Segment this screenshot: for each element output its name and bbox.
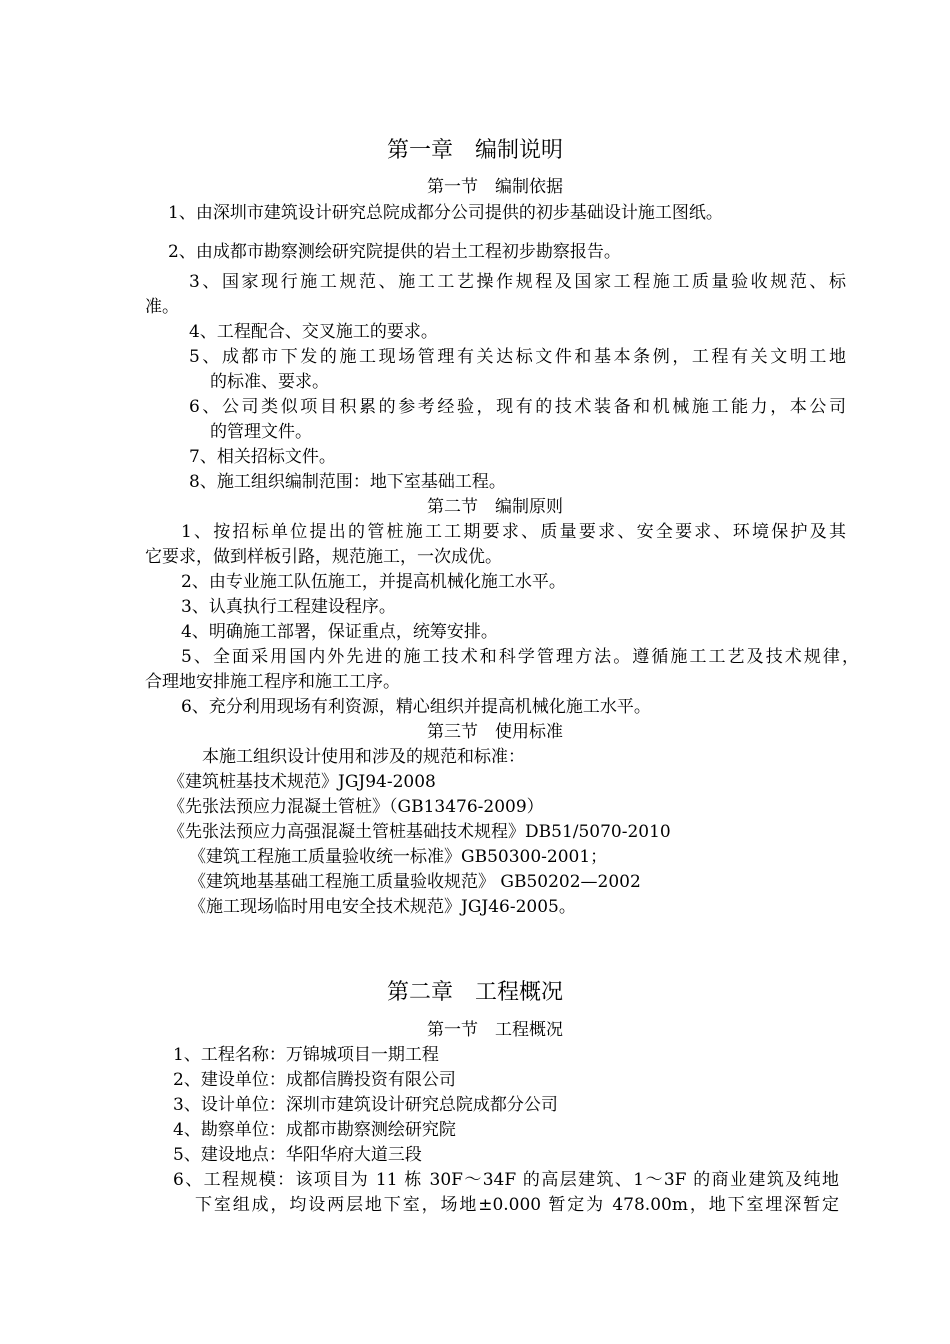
- standards-intro: 本施工组织设计使用和涉及的规范和标准：: [202, 747, 525, 767]
- overview-item-2: 2、建设单位：成都信腾投资有限公司: [173, 1070, 456, 1090]
- basis-item-3: 3、国家现行施工规范、施工工艺操作规程及国家工程施工质量验收规范、标: [189, 272, 846, 292]
- standard-item-5: 《建筑地基基础工程施工质量验收规范》 GB50202—2002: [189, 872, 641, 892]
- basis-item-7: 7、相关招标文件。: [189, 447, 336, 467]
- standard-item-3: 《先张法预应力高强混凝土管桩基础技术规程》DB51/5070-2010: [168, 822, 671, 842]
- principle-item-4: 4、明确施工部署，保证重点，统筹安排。: [181, 622, 498, 642]
- chapter-1-title: 第一章 编制说明: [386, 138, 563, 163]
- principle-item-5-cont: 合理地安排施工程序和施工工序。: [145, 672, 400, 692]
- principle-item-5: 5、全面采用国内外先进的施工技术和科学管理方法。遵循施工工艺及技术规律，: [181, 647, 859, 667]
- chapter-1-section-3-title: 第三节 使用标准: [427, 722, 563, 742]
- basis-item-1: 1、由深圳市建筑设计研究总院成都分公司提供的初步基础设计施工图纸。: [168, 203, 723, 223]
- overview-item-5: 5、建设地点：华阳华府大道三段: [173, 1145, 422, 1165]
- overview-item-3: 3、设计单位：深圳市建筑设计研究总院成都分公司: [173, 1095, 558, 1115]
- chapter-1-section-1-title: 第一节 编制依据: [427, 177, 563, 197]
- standard-item-6: 《施工现场临时用电安全技术规范》JGJ46-2005。: [189, 897, 576, 917]
- basis-item-5: 5、成都市下发的施工现场管理有关达标文件和基本条例，工程有关文明工地: [189, 347, 846, 367]
- basis-item-6-cont: 的管理文件。: [210, 422, 312, 442]
- principle-item-1-cont: 它要求，做到样板引路，规范施工，一次成优。: [145, 547, 502, 567]
- basis-item-3-cont: 准。: [145, 297, 179, 317]
- standard-item-1: 《建筑桩基技术规范》JGJ94-2008: [168, 772, 436, 792]
- chapter-2-title: 第二章 工程概况: [386, 980, 563, 1005]
- overview-item-1: 1、工程名称：万锦城项目一期工程: [173, 1045, 439, 1065]
- basis-item-4: 4、工程配合、交叉施工的要求。: [189, 322, 438, 342]
- chapter-2-section-1-title: 第一节 工程概况: [427, 1020, 563, 1040]
- principle-item-6: 6、充分利用现场有利资源，精心组织并提高机械化施工水平。: [181, 697, 651, 717]
- chapter-1-section-2-title: 第二节 编制原则: [427, 497, 563, 517]
- basis-item-2: 2、由成都市勘察测绘研究院提供的岩土工程初步勘察报告。: [168, 242, 621, 262]
- principle-item-3: 3、认真执行工程建设程序。: [181, 597, 396, 617]
- basis-item-6: 6、公司类似项目积累的参考经验，现有的技术装备和机械施工能力，本公司: [189, 397, 846, 417]
- basis-item-5-cont: 的标准、要求。: [210, 372, 329, 392]
- overview-item-6-cont: 下室组成，均设两层地下室，场地±0.000 暂定为 478.00m，地下室埋深暂定: [195, 1195, 839, 1215]
- principle-item-1: 1、按招标单位提出的管桩施工工期要求、质量要求、安全要求、环境保护及其: [181, 522, 846, 542]
- overview-item-6: 6、工程规模：该项目为 11 栋 30F～34F 的高层建筑、1～3F 的商业建筑及纯地: [173, 1170, 839, 1190]
- principle-item-2: 2、由专业施工队伍施工，并提高机械化施工水平。: [181, 572, 566, 592]
- standard-item-2: 《先张法预应力混凝土管桩》（GB13476-2009）: [168, 797, 544, 817]
- standard-item-4: 《建筑工程施工质量验收统一标准》GB50300-2001；: [189, 847, 608, 867]
- basis-item-8: 8、施工组织编制范围：地下室基础工程。: [189, 472, 506, 492]
- overview-item-4: 4、勘察单位：成都市勘察测绘研究院: [173, 1120, 456, 1140]
